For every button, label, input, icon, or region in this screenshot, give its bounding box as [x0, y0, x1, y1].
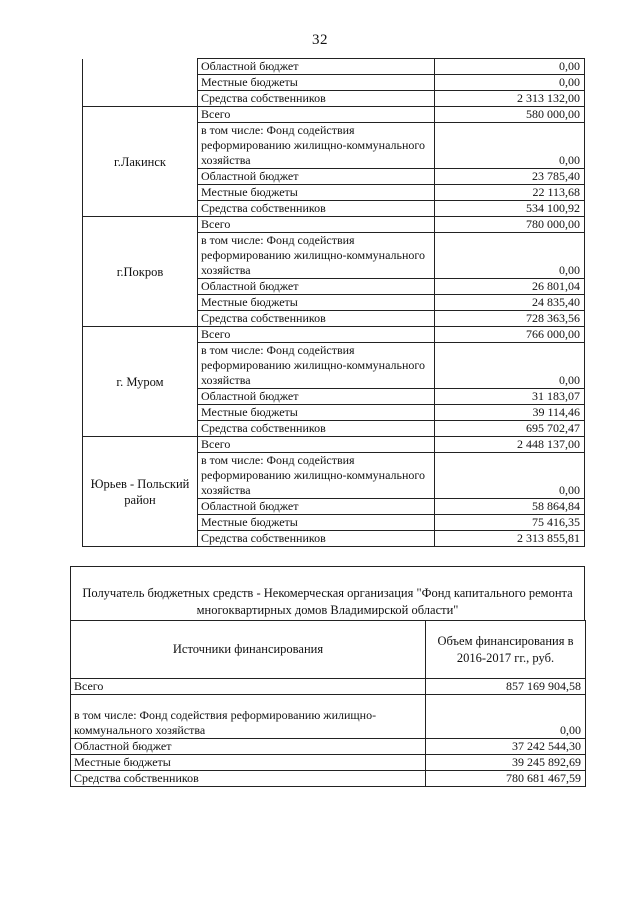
source-label: Областной бюджет [198, 279, 435, 295]
amount-value: 0,00 [435, 453, 585, 499]
amount-value: 31 183,07 [435, 389, 585, 405]
table-row [83, 327, 585, 343]
source-label: Всего [198, 107, 435, 123]
amount-value: 22 113,68 [435, 185, 585, 201]
header-volume: Объем финансирования в 2016-2017 гг., руб. [426, 621, 586, 679]
amount-value: 2 313 132,00 [435, 91, 585, 107]
source-label: Средства собственников [198, 201, 435, 217]
amount-value: 534 100,92 [435, 201, 585, 217]
amount-value: 695 702,47 [435, 421, 585, 437]
city-name: г. Муром [83, 327, 198, 437]
summary-source-label: Всего [71, 679, 426, 695]
amount-value: 580 000,00 [435, 107, 585, 123]
amount-value: 780 000,00 [435, 217, 585, 233]
source-label: Всего [198, 437, 435, 453]
amount-value: 23 785,40 [435, 169, 585, 185]
source-label: Местные бюджеты [198, 185, 435, 201]
source-label: в том числе: Фонд содействия реформированию жилищно-коммунального хозяйства [198, 343, 435, 389]
source-label: Областной бюджет [198, 169, 435, 185]
funding-by-city-table [82, 58, 585, 547]
page-number: 32 [312, 32, 328, 48]
summary-row [71, 739, 586, 755]
source-label: в том числе: Фонд содействия реформированию жилищно-коммунального хозяйства [198, 123, 435, 169]
summary-amount-value: 780 681 467,59 [426, 771, 586, 787]
amount-value: 39 114,46 [435, 405, 585, 421]
amount-value: 0,00 [435, 123, 585, 169]
table-row [83, 217, 585, 233]
summary-amount-value: 857 169 904,58 [426, 679, 586, 695]
budget-recipient-note: Получатель бюджетных средств - Некомерческая организация "Фонд капитального ремонта многоквартирных домов Владимирской области" [70, 566, 585, 620]
summary-source-label: Средства собственников [71, 771, 426, 787]
amount-value: 26 801,04 [435, 279, 585, 295]
table-row [83, 107, 585, 123]
source-label: Средства собственников [198, 421, 435, 437]
summary-source-label: Областной бюджет [71, 739, 426, 755]
amount-value: 75 416,35 [435, 515, 585, 531]
amount-value: 0,00 [435, 343, 585, 389]
amount-value: 766 000,00 [435, 327, 585, 343]
source-label: Местные бюджеты [198, 405, 435, 421]
amount-value: 728 363,56 [435, 311, 585, 327]
source-label: Областной бюджет [198, 499, 435, 515]
source-label: в том числе: Фонд содействия реформированию жилищно-коммунального хозяйства [198, 233, 435, 279]
source-label: Средства собственников [198, 311, 435, 327]
city-name: г.Покров [83, 217, 198, 327]
amount-value: 24 835,40 [435, 295, 585, 311]
source-label: Местные бюджеты [198, 295, 435, 311]
summary-row [71, 695, 586, 739]
source-label: в том числе: Фонд содействия реформированию жилищно-коммунального хозяйства [198, 453, 435, 499]
source-label: Всего [198, 327, 435, 343]
summary-amount-value: 0,00 [426, 695, 586, 739]
city-name: Юрьев - Польский район [83, 437, 198, 547]
source-label: Областной бюджет [198, 389, 435, 405]
summary-row [71, 755, 586, 771]
source-label: Средства собственников [198, 531, 435, 547]
header-sources: Источники финансирования [71, 621, 426, 679]
summary-source-label: в том числе: Фонд содействия реформированию жилищно-коммунального хозяйства [71, 695, 426, 739]
amount-value: 2 313 855,81 [435, 531, 585, 547]
amount-value: 58 864,84 [435, 499, 585, 515]
summary-amount-value: 39 245 892,69 [426, 755, 586, 771]
city-cell-continued [83, 59, 198, 107]
city-name: г.Лакинск [83, 107, 198, 217]
summary-header-row [71, 621, 586, 679]
summary-source-label: Местные бюджеты [71, 755, 426, 771]
source-label: Местные бюджеты [198, 515, 435, 531]
amount-value: 0,00 [435, 233, 585, 279]
source-label: Местные бюджеты [198, 75, 435, 91]
amount-value: 0,00 [435, 59, 585, 75]
funding-summary-table [70, 620, 586, 787]
table-row [83, 59, 585, 75]
amount-value: 2 448 137,00 [435, 437, 585, 453]
source-label: Всего [198, 217, 435, 233]
amount-value: 0,00 [435, 75, 585, 91]
table-row [83, 437, 585, 453]
summary-row [71, 771, 586, 787]
summary-amount-value: 37 242 544,30 [426, 739, 586, 755]
summary-row [71, 679, 586, 695]
source-label: Областной бюджет [198, 59, 435, 75]
source-label: Средства собственников [198, 91, 435, 107]
